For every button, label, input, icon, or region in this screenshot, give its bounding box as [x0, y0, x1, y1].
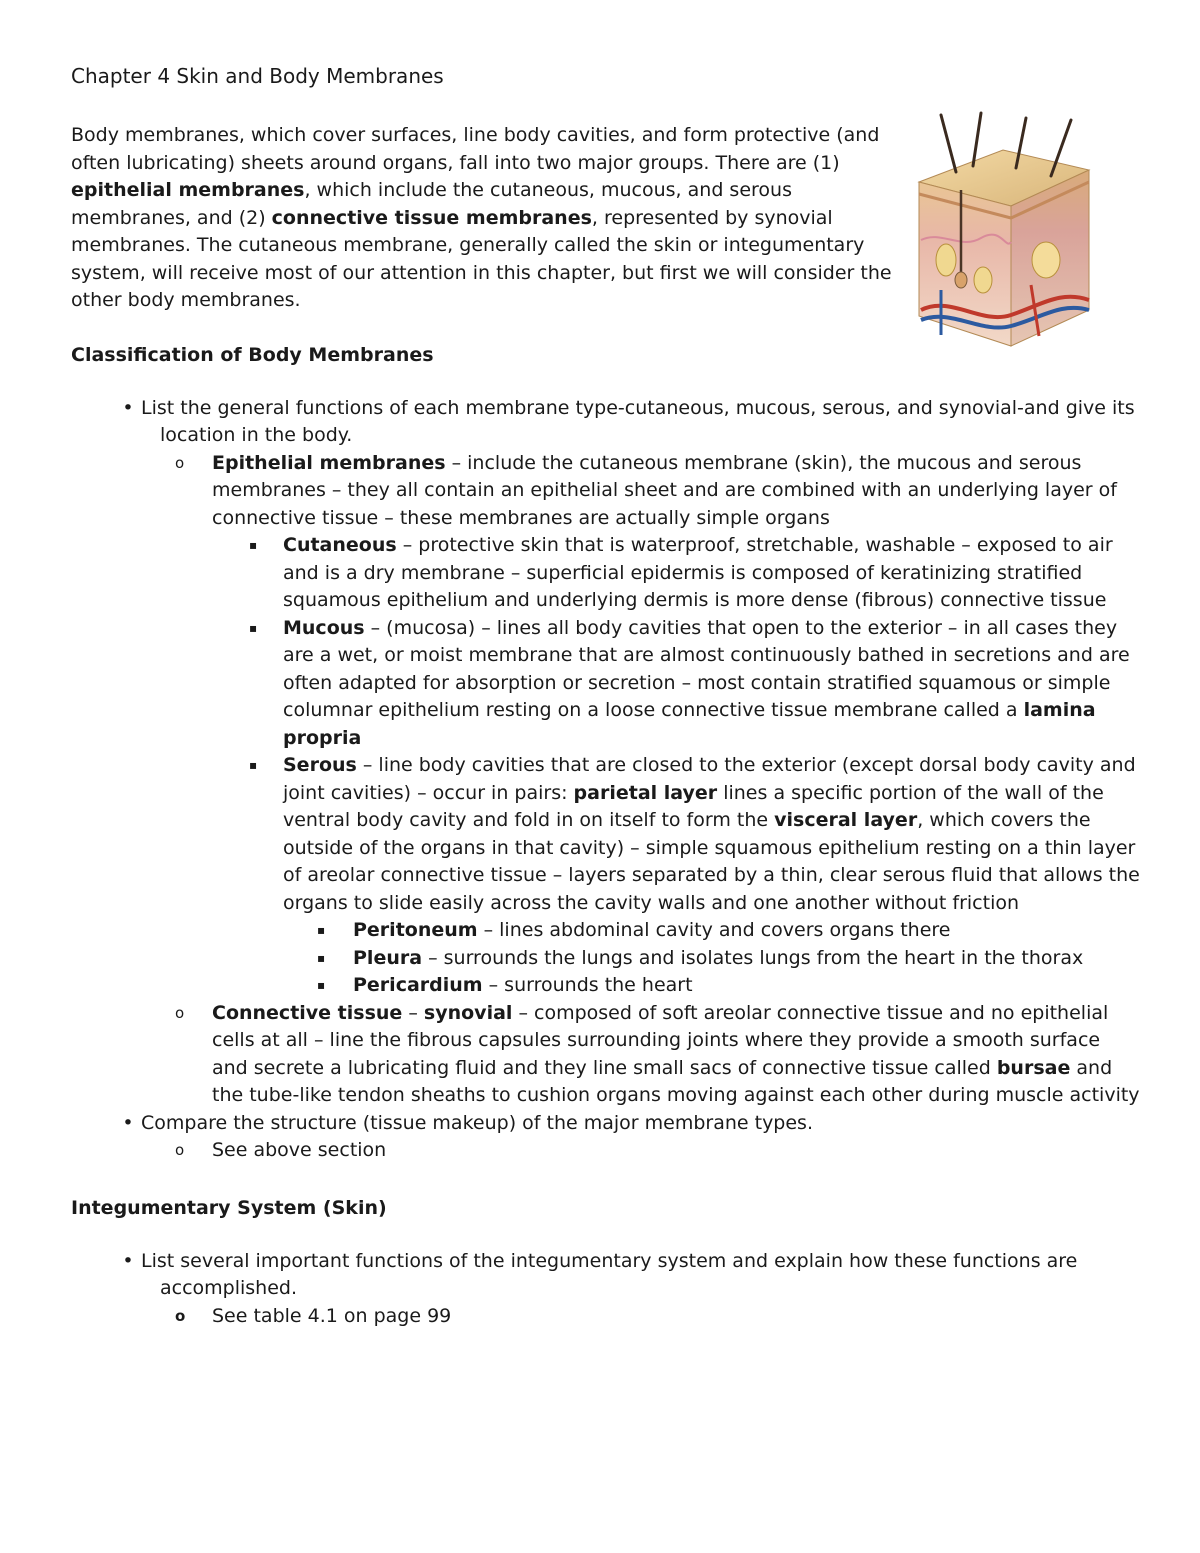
bullet: • — [122, 1249, 134, 1272]
serous-description-2: lines a specific portion of the wall of the ventral body cavity and fold in on itself to form the — [283, 781, 1104, 831]
list-item-epithelial — [71, 450, 1141, 533]
term-cutaneous: Cutaneous — [283, 534, 397, 556]
list-item-mucous — [71, 615, 1141, 753]
list-item-pleura — [71, 945, 1141, 973]
list-item-text: List the general functions of each membrane type-cutaneous, mucous, serous, and synovial-and give its location in the body. — [141, 396, 1135, 446]
bullet: • — [122, 396, 134, 419]
intro-text-1: Body membranes, which cover surfaces, line body cavities, and form protective (and often lubricating) sheets around organs, fall into two major groups. There are (1) — [71, 124, 880, 174]
term-synovial: synovial — [423, 1001, 513, 1024]
list-item-peritoneum — [71, 917, 1141, 945]
term-pericardium: Pericardium — [353, 974, 483, 996]
serous-subtypes-list — [71, 917, 1141, 1000]
term-mucous: Mucous — [283, 616, 365, 639]
membrane-types-list — [71, 450, 1141, 1110]
connective-dash: – — [402, 1001, 424, 1024]
term-pleura: Pleura — [353, 946, 423, 969]
serous-description-3: , which covers the outside of the organs in that cavity) – simple squamous epithelium resting on a thin layer of areolar connective tissue – layers separated by a thin, clear serous fluid that allows the organs to slide easily across the cavity walls and one another without friction — [283, 809, 1140, 914]
compare-sublist — [71, 1137, 1141, 1165]
chapter-title: Chapter 4 Skin and Body Membranes — [71, 64, 444, 88]
epithelial-subtypes-list — [71, 532, 1141, 1000]
list-item-connective — [71, 1000, 1141, 1110]
term-serous: Serous — [283, 754, 357, 776]
skin-cross-section-illustration — [911, 110, 1096, 350]
intro-bold-connective: connective tissue membranes — [271, 206, 592, 229]
epithelial-description: – include the cutaneous membrane (skin), the mucous and serous membranes – they all contain an epithelial sheet and are combined with an underlying layer of connective tissue – these membranes are actually simple organs — [212, 451, 1117, 529]
integumentary-list — [71, 1248, 1141, 1331]
bullet: o — [175, 1003, 185, 1022]
intro-bold-epithelial: epithelial membranes — [71, 179, 305, 201]
intro-section — [71, 122, 1141, 315]
mucous-description: – (mucosa) – lines all body cavities that open to the exterior – in all cases they are a wet, or moist membrane that are almost continuously bathed in secretions and are often adapted for absorption or secretion – most contain stratified squamous or simple columnar epithelium resting on a loose connective tissue membrane called a — [283, 616, 1130, 721]
document-page — [71, 62, 1141, 1330]
connective-description-2: and the tube-like tendon sheaths to cushion organs moving against each other during muscle activity — [212, 1056, 1140, 1106]
list-item-cutaneous — [71, 532, 1141, 615]
list-item-functions — [71, 395, 1141, 450]
pericardium-description: – surrounds the heart — [482, 974, 693, 996]
bullet: ▪ — [317, 978, 326, 992]
serous-description-1: – line body cavities that are closed to the exterior (except dorsal body cavity and joint cavities) – occur in pairs: — [283, 754, 1136, 804]
heading-integumentary: Integumentary System (Skin) — [71, 1196, 387, 1219]
bullet: o — [175, 1306, 186, 1325]
list-item-see-above — [71, 1137, 1141, 1165]
term-connective-tissue: Connective tissue — [212, 1001, 403, 1024]
cutaneous-description: – protective skin that is waterproof, stretchable, washable – exposed to air and is a dry membrane – superficial epidermis is composed of keratinizing stratified squamous epithelium and underlying dermis is more dense (fibrous) connective tissue — [283, 534, 1113, 611]
list-item-integ-functions — [71, 1248, 1141, 1303]
heading-classification: Classification of Body Membranes — [71, 343, 434, 366]
list-item-pericardium — [71, 972, 1141, 1000]
bullet: o — [175, 453, 185, 472]
list-item-compare — [71, 1110, 1141, 1138]
term-visceral-layer: visceral layer — [774, 809, 918, 831]
peritoneum-description: – lines abdominal cavity and covers organs there — [477, 919, 951, 941]
classification-list — [71, 395, 1141, 1165]
bullet: • — [122, 1111, 134, 1134]
intro-paragraph — [71, 122, 901, 315]
intro-text-2: , which include the cutaneous, mucous, and serous membranes, and (2) — [71, 179, 792, 229]
bullet: ▪ — [249, 620, 258, 635]
intro-text-3: , represented by synovial membranes. The cutaneous membrane, generally called the skin or integumentary system, will receive most of our attention in this chapter, but first we will consider the other body membranes. — [71, 206, 892, 311]
integ-sublist — [71, 1303, 1141, 1331]
bullet: ▪ — [317, 923, 326, 937]
list-item-serous — [71, 752, 1141, 917]
term-peritoneum: Peritoneum — [353, 919, 478, 941]
list-item-text: Compare the structure (tissue makeup) of the major membrane types. — [141, 1111, 813, 1134]
bullet: o — [175, 1141, 185, 1159]
list-item-text: List several important functions of the integumentary system and explain how these functions are accomplished. — [141, 1249, 1078, 1299]
bullet: ▪ — [249, 538, 258, 552]
pleura-description: – surrounds the lungs and isolates lungs from the heart in the thorax — [422, 946, 1084, 969]
term-parietal-layer: parietal layer — [573, 781, 718, 804]
term-lamina-propria: lamina propria — [283, 699, 1096, 749]
see-above-text: See above section — [212, 1139, 387, 1161]
bullet: ▪ — [317, 950, 326, 965]
list-item-see-table — [71, 1303, 1141, 1331]
term-bursae: bursae — [996, 1056, 1071, 1079]
connective-description-1: – composed of soft areolar connective tissue and no epithelial cells at all – line the fibrous capsules surrounding joints where they provide a smooth surface and secrete a lubricating fluid and they line small sacs of connective tissue called — [212, 1001, 1109, 1079]
bullet: ▪ — [249, 758, 258, 772]
see-table-text: See table 4.1 on page 99 — [212, 1304, 452, 1327]
term-epithelial: Epithelial membranes — [212, 451, 446, 474]
